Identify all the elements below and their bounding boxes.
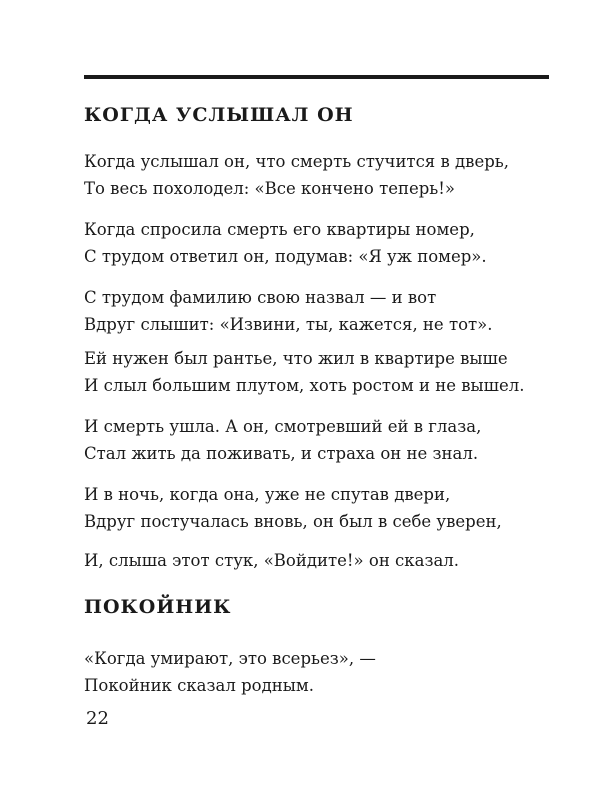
verse-line: Ей нужен был рантье, что жил в квартире выше (84, 349, 508, 368)
verse-line: Покойник сказал родным. (84, 676, 314, 695)
verse-line: И смерть ушла. А он, смотревший ей в глаза, (84, 417, 482, 436)
poem-title: КОГДА УСЛЫШАЛ ОН (84, 104, 354, 126)
verse-line: И в ночь, когда она, уже не спутав двери, (84, 485, 451, 504)
stanza (84, 284, 554, 338)
stanza (84, 645, 554, 699)
top-rule (84, 75, 549, 79)
stanza (84, 547, 554, 574)
verse-line: С трудом ответил он, подумав: «Я уж помер». (84, 247, 487, 266)
verse-line: То весь похолодел: «Все кончено теперь!» (84, 179, 455, 198)
stanza (84, 148, 554, 202)
verse-line: Когда спросила смерть его квартиры номер, (84, 220, 475, 239)
verse-line: Вдруг слышит: «Извини, ты, кажется, не тот». (84, 315, 493, 334)
verse-line: Когда услышал он, что смерть стучится в дверь, (84, 152, 509, 171)
verse-line: И, слыша этот стук, «Войдите!» он сказал. (84, 551, 460, 570)
verse-line: Вдруг постучалась вновь, он был в себе уверен, (84, 512, 502, 531)
verse-line: «Когда умирают, это всерьез», — (84, 649, 376, 668)
page-number: 22 (86, 708, 109, 729)
verse-line: С трудом фамилию свою назвал — и вот (84, 288, 437, 307)
stanza (84, 216, 554, 270)
stanza (84, 345, 554, 399)
stanza (84, 413, 554, 467)
stanza (84, 481, 554, 535)
poem-title: ПОКОЙНИК (84, 596, 232, 618)
verse-line: Стал жить да поживать, и страха он не знал. (84, 444, 479, 463)
verse-line: И слыл большим плутом, хоть ростом и не вышел. (84, 376, 525, 395)
